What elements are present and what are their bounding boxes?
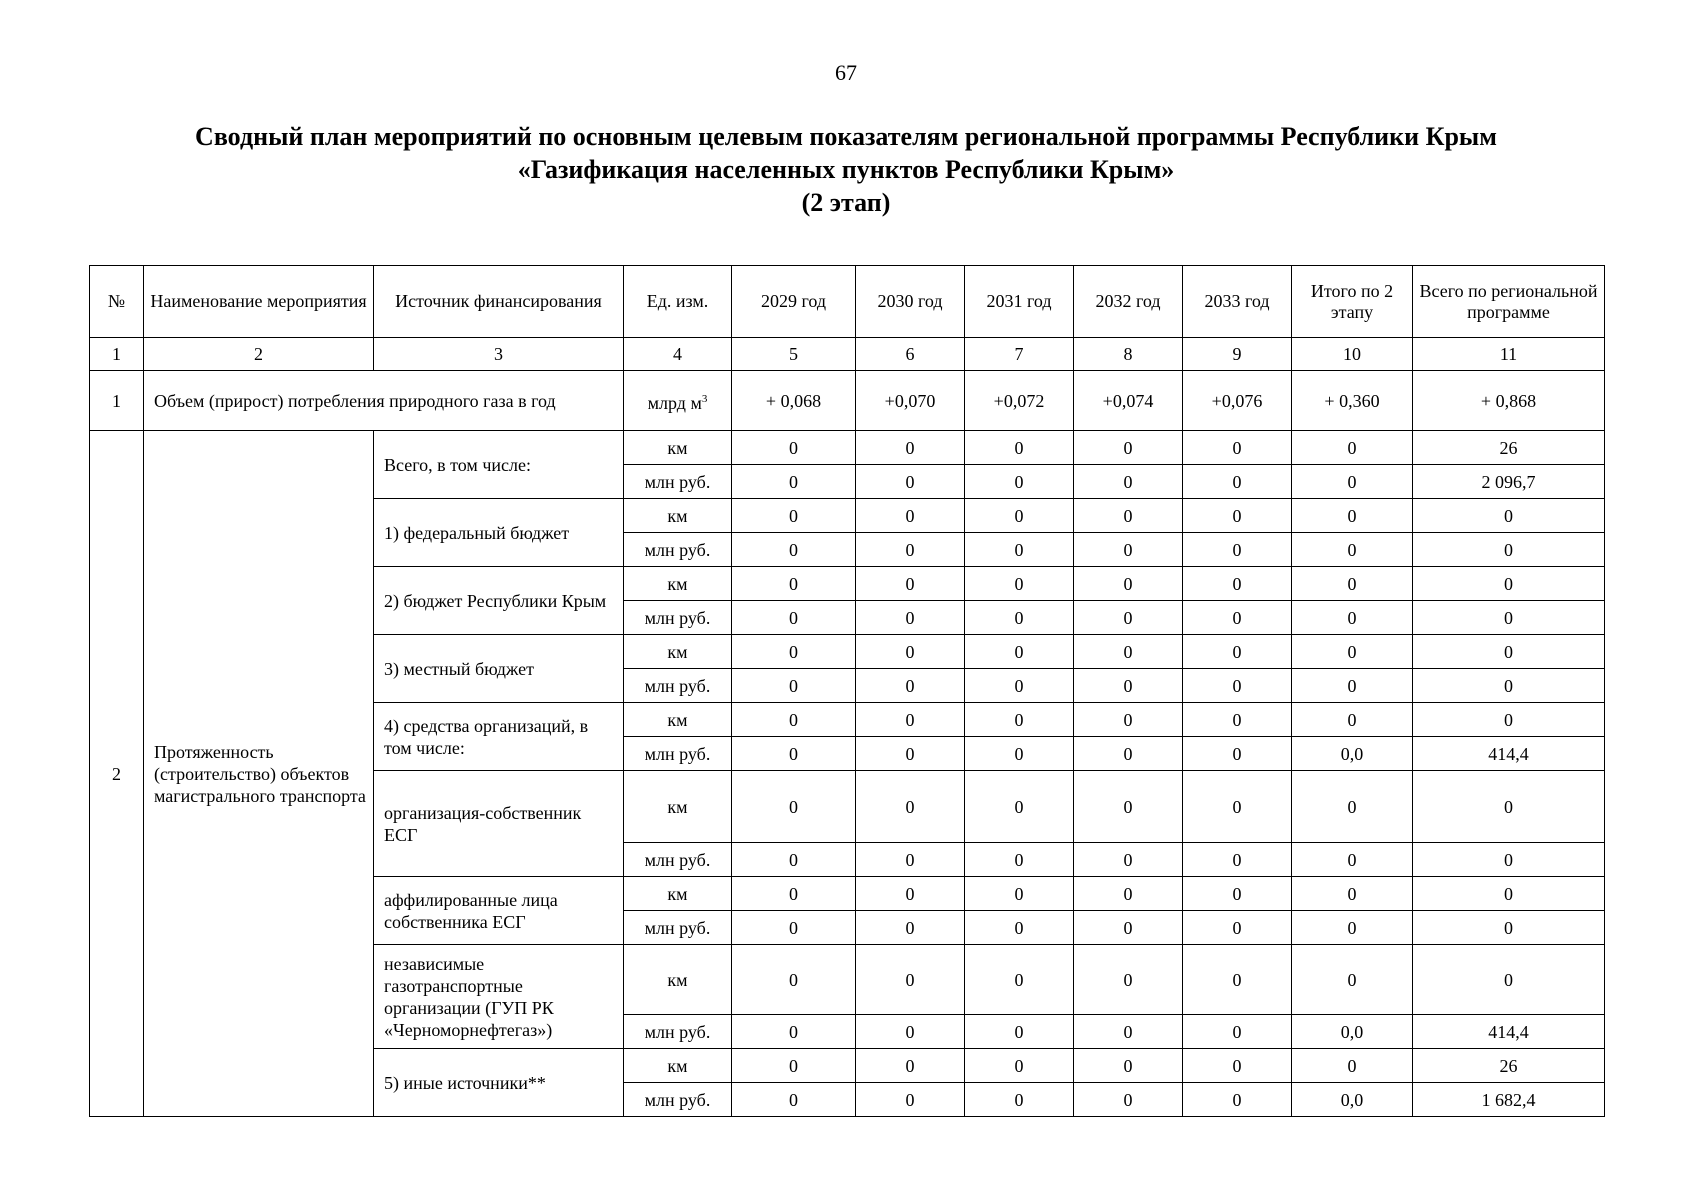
indicator-row-2-sub-row	[90, 431, 1605, 465]
value-cell: 0	[856, 1083, 965, 1117]
value-cell: 0	[1413, 911, 1605, 945]
header-2032: 2032 год	[1074, 266, 1183, 338]
value-cell: 1 682,4	[1413, 1083, 1605, 1117]
value-cell: 0	[1074, 669, 1183, 703]
value-cell: 0	[732, 1083, 856, 1117]
value-cell: 26	[1413, 431, 1605, 465]
value-cell: 0	[965, 703, 1074, 737]
title-line-3: (2 этап)	[801, 188, 891, 217]
value-cell: 0	[1413, 945, 1605, 1015]
row1-unit-sup: 3	[701, 392, 708, 405]
value-cell: 0	[1183, 843, 1292, 877]
value-cell: 0	[1292, 601, 1413, 635]
value-cell: 0	[732, 1049, 856, 1083]
value-cell: 0	[732, 567, 856, 601]
value-cell: 0	[1074, 567, 1183, 601]
unit-cell: км	[624, 703, 732, 737]
value-cell: 0	[856, 567, 965, 601]
value-cell: 0	[1292, 635, 1413, 669]
value-cell: 0,0	[1292, 737, 1413, 771]
unit-cell: млн руб.	[624, 911, 732, 945]
value-cell: 0	[1074, 737, 1183, 771]
value-cell: 0	[965, 843, 1074, 877]
column-number: 3	[374, 338, 624, 371]
row1-value: + 0,360	[1292, 371, 1413, 431]
header-num: №	[90, 266, 144, 338]
unit-cell: млн руб.	[624, 737, 732, 771]
value-cell: 0	[1413, 601, 1605, 635]
indicator-row-1	[90, 371, 1605, 431]
value-cell: 0	[1074, 911, 1183, 945]
column-number: 2	[144, 338, 374, 371]
value-cell: 0	[1413, 843, 1605, 877]
unit-cell: км	[624, 877, 732, 911]
value-cell: 0	[1183, 877, 1292, 911]
value-cell: 0	[1413, 533, 1605, 567]
row1-unit-text: млрд м	[647, 392, 702, 413]
value-cell: 0	[856, 499, 965, 533]
unit-cell: км	[624, 431, 732, 465]
value-cell: 414,4	[1413, 1015, 1605, 1049]
value-cell: 0	[965, 465, 1074, 499]
value-cell: 0	[1183, 431, 1292, 465]
column-number: 4	[624, 338, 732, 371]
row1-num: 1	[90, 371, 144, 431]
funding-source: аффилированные лица собственника ЕСГ	[374, 877, 624, 945]
value-cell: 0	[1292, 533, 1413, 567]
value-cell: 0	[1183, 1015, 1292, 1049]
row2-num: 2	[90, 431, 144, 1117]
summary-plan-table	[89, 265, 1605, 1117]
unit-cell: млн руб.	[624, 601, 732, 635]
value-cell: 0	[1074, 703, 1183, 737]
value-cell: 0	[965, 1015, 1074, 1049]
value-cell: 0	[965, 431, 1074, 465]
value-cell: 0	[965, 771, 1074, 843]
value-cell: 2 096,7	[1413, 465, 1605, 499]
value-cell: 0	[1074, 1015, 1183, 1049]
column-number: 9	[1183, 338, 1292, 371]
value-cell: 0	[732, 945, 856, 1015]
value-cell: 0	[1183, 567, 1292, 601]
header-stage-total: Итого по 2 этапу	[1292, 266, 1413, 338]
title-line-1: Сводный план мероприятий по основным целевым показателям региональной программы Республики Крым	[195, 122, 1497, 151]
document-title	[0, 120, 1692, 219]
value-cell: 0	[1413, 877, 1605, 911]
header-source: Источник финансирования	[374, 266, 624, 338]
value-cell: 0	[1413, 669, 1605, 703]
value-cell: 0	[1074, 1049, 1183, 1083]
value-cell: 0	[732, 703, 856, 737]
row1-value: +0,072	[965, 371, 1074, 431]
value-cell: 0	[965, 635, 1074, 669]
column-number-row	[90, 338, 1605, 371]
value-cell: 0	[1413, 635, 1605, 669]
value-cell: 0	[1183, 771, 1292, 843]
value-cell: 0	[856, 911, 965, 945]
value-cell: 0	[856, 635, 965, 669]
column-number: 7	[965, 338, 1074, 371]
value-cell: 0	[1292, 465, 1413, 499]
value-cell: 0	[1074, 945, 1183, 1015]
row1-value: + 0,068	[732, 371, 856, 431]
value-cell: 0	[1074, 771, 1183, 843]
value-cell: 0	[965, 877, 1074, 911]
value-cell: 0	[732, 431, 856, 465]
value-cell: 0	[732, 499, 856, 533]
unit-cell: км	[624, 771, 732, 843]
value-cell: 0	[1413, 703, 1605, 737]
value-cell: 0	[1074, 465, 1183, 499]
value-cell: 0	[732, 911, 856, 945]
value-cell: 0	[965, 499, 1074, 533]
value-cell: 26	[1413, 1049, 1605, 1083]
value-cell: 0	[732, 877, 856, 911]
value-cell: 0	[1292, 669, 1413, 703]
column-number: 8	[1074, 338, 1183, 371]
value-cell: 0	[1292, 945, 1413, 1015]
funding-source: Всего, в том числе:	[374, 431, 624, 499]
title-line-2: «Газификация населенных пунктов Республики Крым»	[517, 155, 1175, 184]
value-cell: 0	[856, 1049, 965, 1083]
value-cell: 0	[1292, 911, 1413, 945]
header-2031: 2031 год	[965, 266, 1074, 338]
value-cell: 0	[1074, 877, 1183, 911]
funding-source: 4) средства организаций, в том числе:	[374, 703, 624, 771]
value-cell: 0	[1413, 567, 1605, 601]
unit-cell: млн руб.	[624, 1015, 732, 1049]
unit-cell: км	[624, 635, 732, 669]
value-cell: 0	[1413, 499, 1605, 533]
value-cell: 0	[965, 945, 1074, 1015]
value-cell: 0	[1292, 771, 1413, 843]
header-row	[90, 266, 1605, 338]
header-unit: Ед. изм.	[624, 266, 732, 338]
value-cell: 0	[1183, 737, 1292, 771]
value-cell: 0	[1292, 431, 1413, 465]
row1-value: +0,076	[1183, 371, 1292, 431]
value-cell: 0	[1074, 601, 1183, 635]
value-cell: 0	[965, 601, 1074, 635]
value-cell: 0	[1183, 1083, 1292, 1117]
value-cell: 0	[1183, 533, 1292, 567]
value-cell: 0	[1074, 635, 1183, 669]
row1-value: + 0,868	[1413, 371, 1605, 431]
value-cell: 0	[1292, 843, 1413, 877]
value-cell: 0	[1183, 911, 1292, 945]
value-cell: 0	[1292, 499, 1413, 533]
unit-cell: км	[624, 1049, 732, 1083]
value-cell: 0	[732, 533, 856, 567]
column-number: 5	[732, 338, 856, 371]
funding-source: 1) федеральный бюджет	[374, 499, 624, 567]
value-cell: 0	[856, 945, 965, 1015]
value-cell: 0	[1183, 945, 1292, 1015]
value-cell: 0	[965, 1083, 1074, 1117]
column-number: 1	[90, 338, 144, 371]
value-cell: 0	[1292, 703, 1413, 737]
value-cell: 0	[732, 771, 856, 843]
value-cell: 0	[1292, 567, 1413, 601]
value-cell: 0	[965, 911, 1074, 945]
value-cell: 0	[732, 843, 856, 877]
unit-cell: км	[624, 499, 732, 533]
page-number: 67	[835, 60, 857, 85]
value-cell: 0	[856, 465, 965, 499]
funding-source: организация-собственник ЕСГ	[374, 771, 624, 877]
value-cell: 0,0	[1292, 1083, 1413, 1117]
value-cell: 0	[856, 431, 965, 465]
header-program-total: Всего по региональной программе	[1413, 266, 1605, 338]
column-number: 10	[1292, 338, 1413, 371]
header-2029: 2029 год	[732, 266, 856, 338]
value-cell: 0	[732, 669, 856, 703]
unit-cell: млн руб.	[624, 843, 732, 877]
value-cell: 0	[732, 465, 856, 499]
unit-cell: млн руб.	[624, 669, 732, 703]
value-cell: 0	[1292, 877, 1413, 911]
funding-source: независимые газотранспортные организации (ГУП РК «Черноморнефтегаз»)	[374, 945, 624, 1049]
value-cell: 0	[856, 771, 965, 843]
value-cell: 0	[1183, 635, 1292, 669]
funding-source: 2) бюджет Республики Крым	[374, 567, 624, 635]
unit-cell: км	[624, 945, 732, 1015]
value-cell: 0	[1183, 465, 1292, 499]
unit-cell: млн руб.	[624, 465, 732, 499]
header-2033: 2033 год	[1183, 266, 1292, 338]
value-cell: 0	[1413, 771, 1605, 843]
value-cell: 0	[856, 533, 965, 567]
value-cell: 0	[1074, 1083, 1183, 1117]
value-cell: 0	[1183, 601, 1292, 635]
row1-name: Объем (прирост) потребления природного газа в год	[144, 371, 624, 431]
value-cell: 0	[856, 737, 965, 771]
value-cell: 0	[732, 737, 856, 771]
row1-value: +0,074	[1074, 371, 1183, 431]
funding-source: 5) иные источники**	[374, 1049, 624, 1117]
value-cell: 0	[856, 669, 965, 703]
value-cell: 0	[856, 703, 965, 737]
value-cell: 0	[1074, 843, 1183, 877]
value-cell: 414,4	[1413, 737, 1605, 771]
value-cell: 0	[1074, 533, 1183, 567]
value-cell: 0	[856, 1015, 965, 1049]
value-cell: 0	[1074, 499, 1183, 533]
unit-cell: млн руб.	[624, 533, 732, 567]
row2-name: Протяженность (строительство) объектов магистрального транспорта	[144, 431, 374, 1117]
value-cell: 0	[856, 843, 965, 877]
header-name: Наименование мероприятия	[144, 266, 374, 338]
value-cell: 0	[965, 737, 1074, 771]
value-cell: 0	[1292, 1049, 1413, 1083]
value-cell: 0	[965, 669, 1074, 703]
value-cell: 0	[965, 1049, 1074, 1083]
value-cell: 0	[1074, 431, 1183, 465]
value-cell: 0	[965, 567, 1074, 601]
value-cell: 0	[1183, 703, 1292, 737]
row1-value: +0,070	[856, 371, 965, 431]
value-cell: 0	[856, 877, 965, 911]
value-cell: 0	[732, 601, 856, 635]
value-cell: 0	[965, 533, 1074, 567]
column-number: 6	[856, 338, 965, 371]
value-cell: 0	[732, 1015, 856, 1049]
row1-unit	[624, 371, 732, 431]
unit-cell: млн руб.	[624, 1083, 732, 1117]
value-cell: 0	[1183, 669, 1292, 703]
header-2030: 2030 год	[856, 266, 965, 338]
column-number: 11	[1413, 338, 1605, 371]
unit-cell: км	[624, 567, 732, 601]
funding-source: 3) местный бюджет	[374, 635, 624, 703]
value-cell: 0	[732, 635, 856, 669]
value-cell: 0,0	[1292, 1015, 1413, 1049]
value-cell: 0	[1183, 1049, 1292, 1083]
value-cell: 0	[856, 601, 965, 635]
value-cell: 0	[1183, 499, 1292, 533]
